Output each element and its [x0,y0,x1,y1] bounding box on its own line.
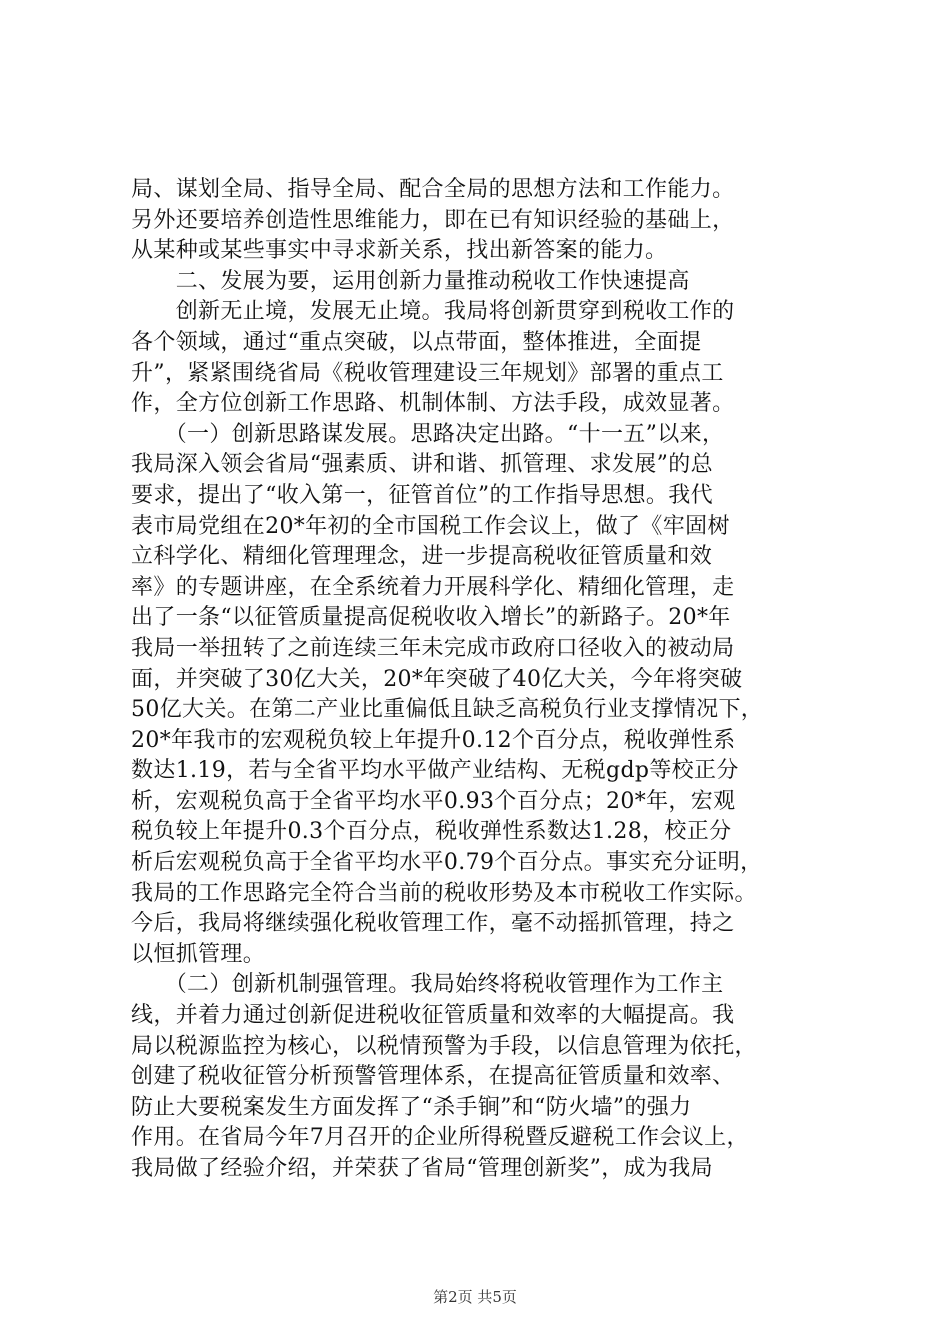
text-line: 50亿大关。在第二产业比重偏低且缺乏高税负行业支撑情况下， [131,697,764,723]
text-line: 率》的专题讲座，在全系统着力开展科学化、精细化管理，走 [131,574,735,600]
text-line: （二）创新机制强管理。我局始终将税收管理作为工作主 [131,972,724,998]
text-line: 析后宏观税负高于全省平均水平0.79个百分点。事实充分证明， [131,850,763,876]
text-line: 我局深入领会省局“强素质、讲和谐、抓管理、求发展”的总 [131,452,713,478]
text-line: 表市局党组在20*年初的全市国税工作会议上，做了《牢固树 [131,513,730,539]
text-line: 以恒抓管理。 [131,941,266,967]
text-line: 出了一条“以征管质量提高促税收收入增长”的新路子。20*年 [131,605,731,631]
text-line: 从某种或某些事实中寻求新关系，找出新答案的能力。 [131,238,668,264]
text-line: 升”，紧紧围绕省局《税收管理建设三年规划》部署的重点工 [131,360,724,386]
text-line: 20*年我市的宏观税负较上年提升0.12个百分点，税收弹性系 [131,727,736,753]
text-line: 作用。在省局今年7月召开的企业所得税暨反避税工作会议上， [131,1125,749,1151]
text-line: 面，并突破了30亿大关，20*年突破了40亿大关，今年将突破 [131,666,743,692]
text-line: 局、谋划全局、指导全局、配合全局的思想方法和工作能力。 [131,177,735,202]
text-line: 数达1.19，若与全省平均水平做产业结构、无税gdp等校正分 [131,758,739,784]
text-line: （一）创新思路谋发展。思路决定出路。“十一五”以来， [131,421,725,447]
text-line: 创新无止境，发展无止境。我局将创新贯穿到税收工作的 [131,299,735,325]
text-line: 我局一举扭转了之前连续三年未完成市政府口径收入的被动局 [131,635,735,661]
text-line: 各个领域，通过“重点突破，以点带面，整体推进，全面提 [131,329,702,355]
text-line: 另外还要培养创造性思维能力，即在已有知识经验的基础上， [131,207,735,233]
text-line: 立科学化、精细化管理理念，进一步提高税收征管质量和效 [131,544,713,570]
text-line: 作，全方位创新工作思路、机制体制、方法手段，成效显著。 [131,391,735,417]
text-line: 局以税源监控为核心，以税情预警为手段，以信息管理为依托， [131,1033,757,1059]
text-line: 我局的工作思路完全符合当前的税收形势及本市税收工作实际。 [131,880,757,906]
text-line: 创建了税收征管分析预警管理体系，在提高征管质量和效率、 [131,1064,735,1090]
text-line: 今后，我局将继续强化税收管理工作，毫不动摇抓管理，持之 [131,911,735,937]
text-line: 析，宏观税负高于全省平均水平0.93个百分点；20*年，宏观 [131,788,736,814]
text-line: 线，并着力通过创新促进税收征管质量和效率的大幅提高。我 [131,1003,735,1029]
body-text [131,175,831,1185]
section-heading: 二、发展为要，运用创新力量推动税收工作快速提高 [131,268,690,294]
text-line: 要求，提出了“收入第一，征管首位”的工作指导思想。我代 [131,482,713,508]
page-footer: 第2页 共5页 [433,1288,517,1306]
text-line: 防止大要税案发生方面发挥了“杀手锏”和“防火墙”的强力 [131,1094,692,1120]
text-line: 税负较上年提升0.3个百分点，税收弹性系数达1.28，校正分 [131,819,732,845]
text-line: 我局做了经验介绍，并荣获了省局“管理创新奖”，成为我局 [131,1156,713,1181]
